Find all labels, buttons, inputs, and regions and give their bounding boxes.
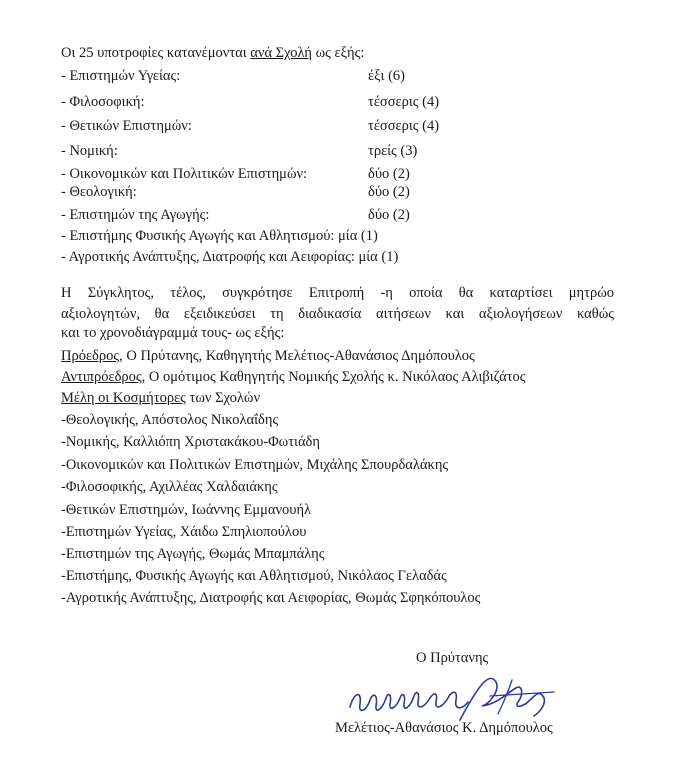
- dean-list-item: -Επιστήμης, Φυσικής Αγωγής και Αθλητισμού, Νικόλαος Γελαδάς: [61, 568, 447, 584]
- allocation-count: τρείς (3): [368, 143, 418, 159]
- allocation-school: - Αγροτικής Ανάπτυξης, Διατροφής και Αειφορίας: μία (1): [61, 249, 399, 265]
- intro-text-underlined: ανά Σχολή: [250, 45, 312, 61]
- dean-list-item: -Οικονομικών και Πολιτικών Επιστημών, Μιχάλης Σπουρδαλάκης: [61, 457, 449, 473]
- members-role: Μέλη οι Κοσμήτορες: [61, 390, 186, 406]
- signatory-name: Μελέτιος-Αθανάσιος Κ. Δημόπουλος: [335, 720, 553, 736]
- committee-members: [61, 389, 260, 407]
- intro-text-post: ως εξής:: [311, 45, 365, 61]
- signatory-title: Ο Πρύτανης: [416, 650, 489, 666]
- allocation-school: - Επιστήμης Φυσικής Αγωγής και Αθλητισμού: μία (1): [61, 228, 378, 244]
- dean-list-item: -Νομικής, Καλλιόπη Χριστακάκου-Φωτιάδη: [61, 434, 320, 450]
- allocation-school: - Φιλοσοφική:: [61, 94, 145, 110]
- chair-role: Πρόεδρος: [61, 348, 120, 364]
- vice-chair-role: Αντιπρόεδρος: [61, 369, 142, 385]
- allocation-count: δύο (2): [368, 166, 410, 182]
- chair-details: , Ο Πρύτανης, Καθηγητής Μελέτιος-Αθανάσιος Δημόπουλος: [119, 348, 475, 364]
- dean-list-item: -Θετικών Επιστημών, Ιωάννης Εμμανουήλ: [61, 502, 312, 518]
- allocation-count: έξι (6): [368, 68, 405, 84]
- committee-paragraph-line: και το χρονοδιάγραμμά τους- ως εξής:: [61, 325, 285, 341]
- allocation-school: - Επιστημών Υγείας:: [61, 68, 181, 84]
- committee-paragraph-line: Η Σύγκλητος, τέλος, συγκρότησε Επιτροπή -η οποία θα καταρτίσει μητρώο: [61, 285, 614, 301]
- allocation-school: - Νομική:: [61, 143, 118, 159]
- intro-text-pre: Οι 25 υποτροφίες κατανέμονται: [61, 45, 251, 61]
- members-details: των Σχολών: [185, 390, 261, 406]
- allocation-intro: [61, 44, 364, 62]
- allocation-count: δύο (2): [368, 184, 410, 200]
- vice-chair-details: , Ο ομότιμος Καθηγητής Νομικής Σχολής κ. Νικόλαος Αλιβιζάτος: [141, 369, 526, 385]
- dean-list-item: -Θεολογικής, Απόστολος Νικολαΐδης: [61, 412, 279, 428]
- allocation-school: - Θετικών Επιστημών:: [61, 118, 192, 134]
- dean-list-item: -Επιστημών της Αγωγής, Θωμάς Μπαμπάλης: [61, 546, 325, 562]
- allocation-school: - Επιστημών της Αγωγής:: [61, 207, 210, 223]
- dean-list-item: -Αγροτικής Ανάπτυξης, Διατροφής και Αειφορίας, Θωμάς Σφηκόπουλος: [61, 590, 481, 606]
- allocation-count: τέσσερις (4): [368, 118, 440, 134]
- allocation-count: τέσσερις (4): [368, 94, 440, 110]
- committee-vice-chair: [61, 368, 526, 386]
- allocation-school: - Θεολογική:: [61, 184, 137, 200]
- allocation-school: - Οικονομικών και Πολιτικών Επιστημών:: [61, 166, 308, 182]
- dean-list-item: -Επιστημών Υγείας, Χάιδω Σπηλιοπούλου: [61, 524, 307, 540]
- committee-chair: [61, 347, 475, 365]
- allocation-count: δύο (2): [368, 207, 410, 223]
- dean-list-item: -Φιλοσοφικής, Αχιλλέας Χαλδαιάκης: [61, 479, 278, 495]
- committee-paragraph-line: αξιολογητών, θα εξειδικεύσει τη διαδικασία αιτήσεων και αξιολογήσεων καθώς: [61, 306, 614, 322]
